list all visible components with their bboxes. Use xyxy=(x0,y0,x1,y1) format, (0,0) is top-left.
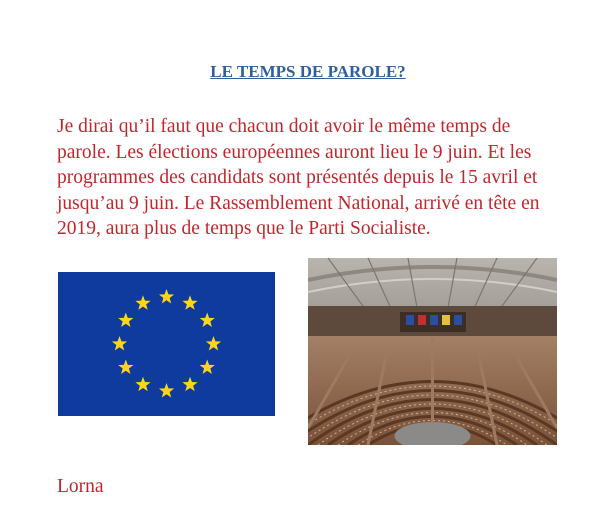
parliament-hemicycle-photo xyxy=(308,258,557,445)
page-title: LE TEMPS DE PAROLE? xyxy=(210,62,406,81)
article-paragraph: Je dirai qu’il faut que chacun doit avoir le même temps de parole. Les élections européennes auront lieu le 9 juin. Et les programmes des candidats sont présentés depuis le 15 avril et jusqu’au 9 juin. Le Rassemblement National, arrivé en tête en 2019, aura plus de temps que le Parti Socialiste. xyxy=(57,116,540,239)
author-signature: Lorna xyxy=(57,476,104,497)
eu-flag-image xyxy=(58,272,275,416)
